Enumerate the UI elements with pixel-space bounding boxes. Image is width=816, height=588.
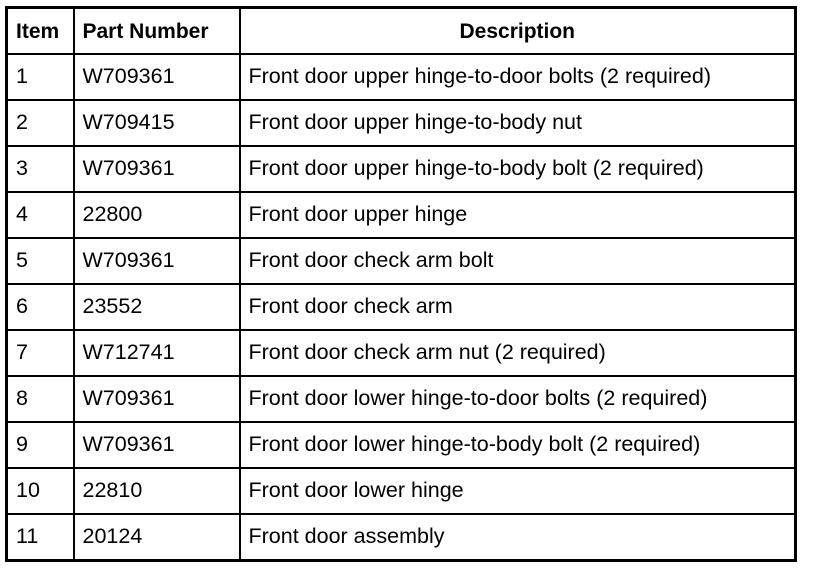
column-header-item: Item [7,8,74,55]
table-row [7,54,796,100]
cell-description: Front door upper hinge [240,192,796,238]
cell-part-number: W712741 [74,330,240,376]
table-row [7,376,796,422]
table-row [7,146,796,192]
cell-part-number: W709361 [74,54,240,100]
cell-description: Front door check arm bolt [240,238,796,284]
cell-description: Front door assembly [240,514,796,561]
cell-description: Front door lower hinge-to-door bolts (2 required) [240,376,796,422]
cell-item: 9 [7,422,74,468]
cell-item: 3 [7,146,74,192]
table-row [7,100,796,146]
cell-description: Front door upper hinge-to-body nut [240,100,796,146]
cell-part-number: 22800 [74,192,240,238]
table-row [7,192,796,238]
table-header-row [7,8,796,55]
cell-part-number: W709361 [74,238,240,284]
parts-table-container [5,6,797,562]
column-header-description: Description [240,8,796,55]
table-row [7,468,796,514]
cell-item: 11 [7,514,74,561]
cell-part-number: W709415 [74,100,240,146]
cell-part-number: 20124 [74,514,240,561]
cell-item: 5 [7,238,74,284]
cell-description: Front door upper hinge-to-body bolt (2 required) [240,146,796,192]
table-row [7,514,796,561]
cell-part-number: 22810 [74,468,240,514]
cell-description: Front door upper hinge-to-door bolts (2 required) [240,54,796,100]
cell-description: Front door lower hinge-to-body bolt (2 required) [240,422,796,468]
table-row [7,422,796,468]
cell-item: 1 [7,54,74,100]
cell-description: Front door check arm nut (2 required) [240,330,796,376]
table-row [7,284,796,330]
column-header-part-number: Part Number [74,8,240,55]
cell-description: Front door check arm [240,284,796,330]
table-row [7,238,796,284]
cell-description: Front door lower hinge [240,468,796,514]
table-row [7,330,796,376]
cell-part-number: W709361 [74,422,240,468]
cell-part-number: W709361 [74,376,240,422]
cell-item: 4 [7,192,74,238]
cell-item: 2 [7,100,74,146]
cell-part-number: 23552 [74,284,240,330]
cell-item: 7 [7,330,74,376]
cell-item: 6 [7,284,74,330]
cell-item: 10 [7,468,74,514]
parts-table [5,6,797,562]
cell-part-number: W709361 [74,146,240,192]
cell-item: 8 [7,376,74,422]
